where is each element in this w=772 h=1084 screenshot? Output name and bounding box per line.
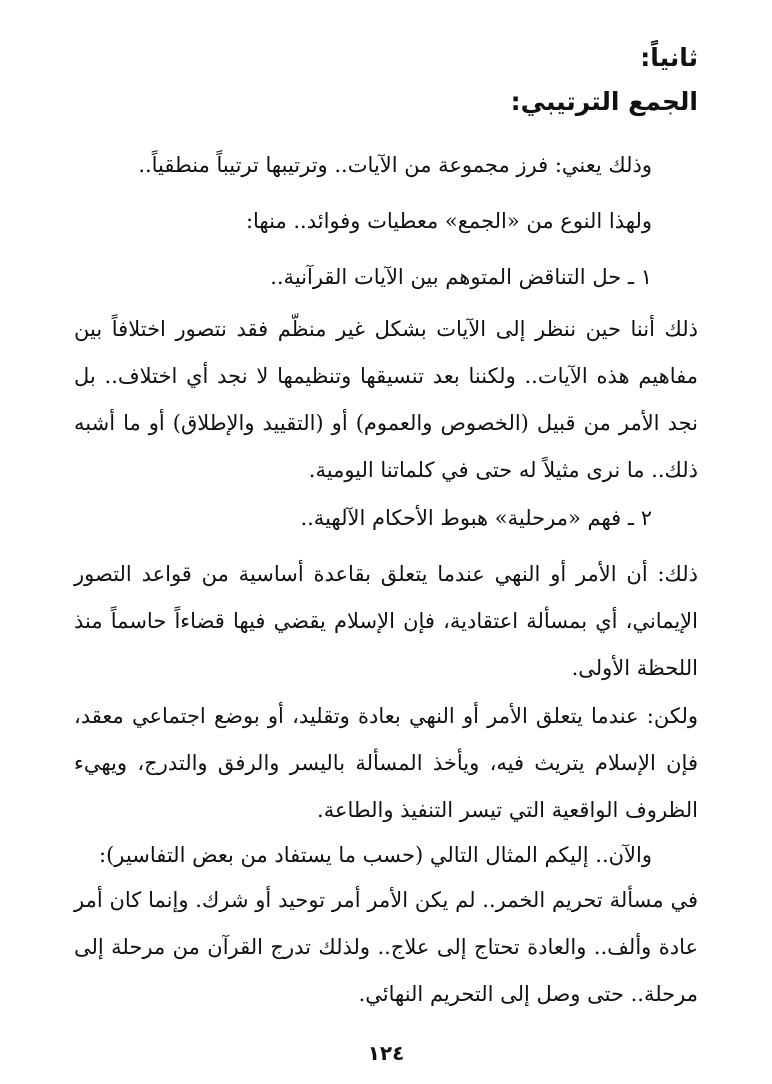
paragraph-contradiction-explanation: ذلك أننا حين ننظر إلى الآيات بشكل غير منظّم فقد نتصور اختلافاً بين مفاهيم هذه الآيات.. ولكننا بعد تنسيقها وتنظيمها لا نجد أي اختلاف.. بل نجد الأمر من قبيل (الخصوص والعموم) أو (التقييد والإطلاق) أو ما أشبه ذلك.. ما نرى مثيلاً له حتى في كلماتنا اليومية. — [74, 317, 698, 482]
paragraph-belief-rulings: ذلك: أن الأمر أو النهي عندما يتعلق بقاعدة أساسية من قواعد التصور الإيماني، أي بمسألة اعتقادية، فإن الإسلام يقضي فيها قضاءاً حاسماً منذ اللحظة الأولى. — [74, 562, 698, 680]
paragraph-definition: وذلك يعني: فرز مجموعة من الآيات.. وترتيبها ترتيباً منطقياً.. — [138, 153, 652, 177]
list-item-one: ١ ـ حل التناقض المتوهم بين الآيات القرآنية.. — [270, 265, 652, 289]
section-heading-second: ثانياً: — [640, 43, 698, 72]
page-number: ١٢٤ — [367, 1041, 405, 1065]
list-item-two: ٢ ـ فهم «مرحلية» هبوط الأحكام الآلهية.. — [300, 506, 652, 530]
section-heading-ordered-collection: الجمع الترتيبي: — [510, 87, 698, 116]
paragraph-gradual-rulings: ولكن: عندما يتعلق الأمر أو النهي بعادة وتقليد، أو بوضع اجتماعي معقد، فإن الإسلام يتريث فيه، ويأخذ المسألة باليسر والرفق والتدرج، ويهيء الظروف الواقعية التي تيسر التنفيذ والطاعة. — [74, 704, 698, 822]
paragraph-benefits-intro: ولهذا النوع من «الجمع» معطيات وفوائد.. منها: — [245, 209, 652, 233]
paragraph-wine-example: في مسألة تحريم الخمر.. لم يكن الأمر أمر توحيد أو شرك. وإنما كان أمر عادة وألف.. والعادة تحتاج إلى علاج.. ولذلك تدرج القرآن من مرحلة إلى مرحلة.. حتى وصل إلى التحريم النهائي. — [74, 888, 698, 1006]
paragraph-example-intro: والآن.. إليكم المثال التالي (حسب ما يستفاد من بعض التفاسير): — [99, 843, 652, 867]
